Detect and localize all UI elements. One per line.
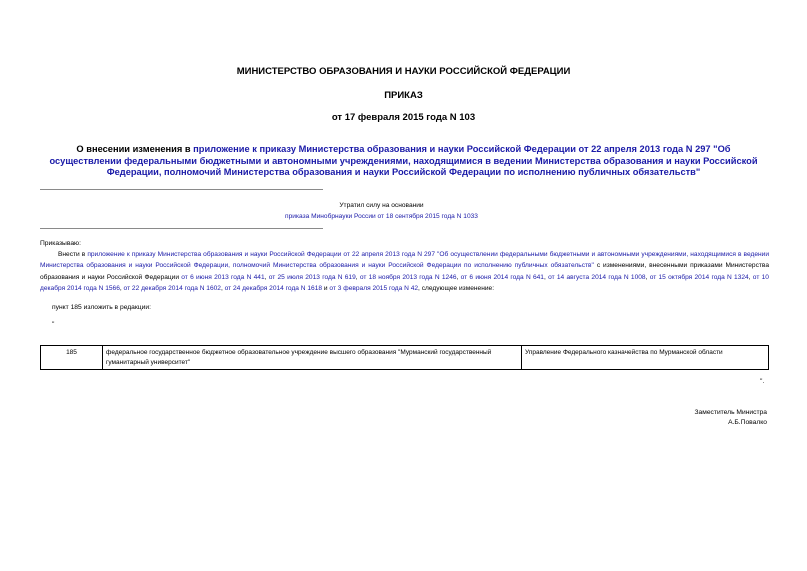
divider-bottom bbox=[40, 228, 323, 229]
subject-prefix: О внесении изменения в bbox=[76, 144, 194, 154]
open-quote: " bbox=[52, 321, 55, 328]
amendment-separator: , bbox=[748, 273, 753, 281]
order-paragraph bbox=[40, 249, 769, 294]
table-body bbox=[41, 346, 769, 370]
amendment-link[interactable]: от 3 февраля 2015 года N 42 bbox=[329, 284, 419, 292]
signature-name: А.Б.Повалко bbox=[728, 419, 767, 426]
amendment-separator: , bbox=[456, 273, 461, 281]
amendment-link[interactable]: от 6 июня 2014 года N 641 bbox=[460, 273, 544, 281]
status-link[interactable]: приказа Минобрнауки России от 18 сентября 2015 года N 1033 bbox=[285, 213, 478, 220]
amendment-separator: , bbox=[355, 273, 360, 281]
document-date-number: от 17 февраля 2015 года N 103 bbox=[331, 112, 476, 123]
institutions-table bbox=[40, 345, 769, 370]
item-line: пункт 185 изложить в редакции: bbox=[52, 304, 151, 311]
document-subject bbox=[48, 144, 759, 179]
subject-link[interactable]: приложение к приказу Министерства образования и науки Российской Федерации от 22 апреля 2013 года N 297 "Об осуществлении федеральными бюджетными и автономными учреждениями, находящимися в ведении Министерства образования и науки Российской Федерации, полномочий Министерства образования и науки Российской Федерации по исполнению публичных обязательств" bbox=[49, 144, 758, 177]
row-number-cell: 185 bbox=[41, 346, 103, 370]
amendment-link[interactable]: от 22 декабря 2014 года N 1602 bbox=[123, 284, 221, 292]
amendment-separator: , bbox=[645, 273, 650, 281]
amendment-link[interactable]: от 24 декабря 2014 года N 1618 bbox=[224, 284, 323, 292]
amendment-link[interactable]: от 6 июня 2013 года N 441 bbox=[181, 273, 265, 281]
amendment-link[interactable]: от 25 июля 2013 года N 619 bbox=[268, 273, 356, 281]
main-order-link[interactable]: приложение к приказу Министерства образования и науки Российской Федерации от 22 апреля 2013 года N 297 "Об осуществлении федеральными бюджетными и автономными учреждениями, находящимися в ведении Министерства образования и науки Российской Федерации, полномочий Министерства образования и науки Российской Федерации по исполнению публичных обязательств" bbox=[40, 251, 770, 270]
amendment-separator: , bbox=[119, 284, 124, 292]
ministry-title: МИНИСТЕРСТВО ОБРАЗОВАНИЯ И НАУКИ РОССИЙСКОЙ ФЕДЕРАЦИИ bbox=[236, 66, 571, 77]
table-row bbox=[41, 346, 769, 370]
amendment-link[interactable]: от 10 декабря 2014 года N 1566 bbox=[40, 273, 769, 292]
amendment-link[interactable]: от 18 ноября 2013 года N 1246 bbox=[359, 273, 457, 281]
status-text: Утратил силу на основании bbox=[339, 202, 424, 209]
p1-prefix: Внести в bbox=[58, 251, 88, 258]
amendment-separator: , bbox=[543, 273, 549, 281]
p1-mid: с изменениями, внесенными приказами Министерства образования и науки Российской Федерации bbox=[40, 262, 769, 281]
divider-top bbox=[40, 189, 323, 190]
p1-suffix: , следующее изменение: bbox=[418, 284, 495, 292]
close-quote: ". bbox=[760, 378, 765, 385]
amendment-link[interactable]: от 15 октября 2014 года N 1324 bbox=[649, 273, 749, 281]
amendment-link[interactable]: от 14 августа 2014 года N 1008 bbox=[548, 273, 646, 281]
amendment-separator: , bbox=[220, 284, 225, 292]
amendment-separator: и bbox=[322, 284, 330, 292]
document-type: ПРИКАЗ bbox=[384, 90, 423, 101]
signature-block bbox=[694, 408, 767, 428]
order-word: Приказываю: bbox=[40, 240, 81, 247]
signature-position: Заместитель Министра bbox=[694, 409, 767, 416]
institution-cell: федеральное государственное бюджетное образовательное учреждение высшего образования "Мурманский государственный гуманитарный университет" bbox=[103, 346, 522, 370]
authority-cell: Управление Федерального казначейства по Мурманской области bbox=[522, 346, 769, 370]
amendment-separator: , bbox=[264, 273, 269, 281]
